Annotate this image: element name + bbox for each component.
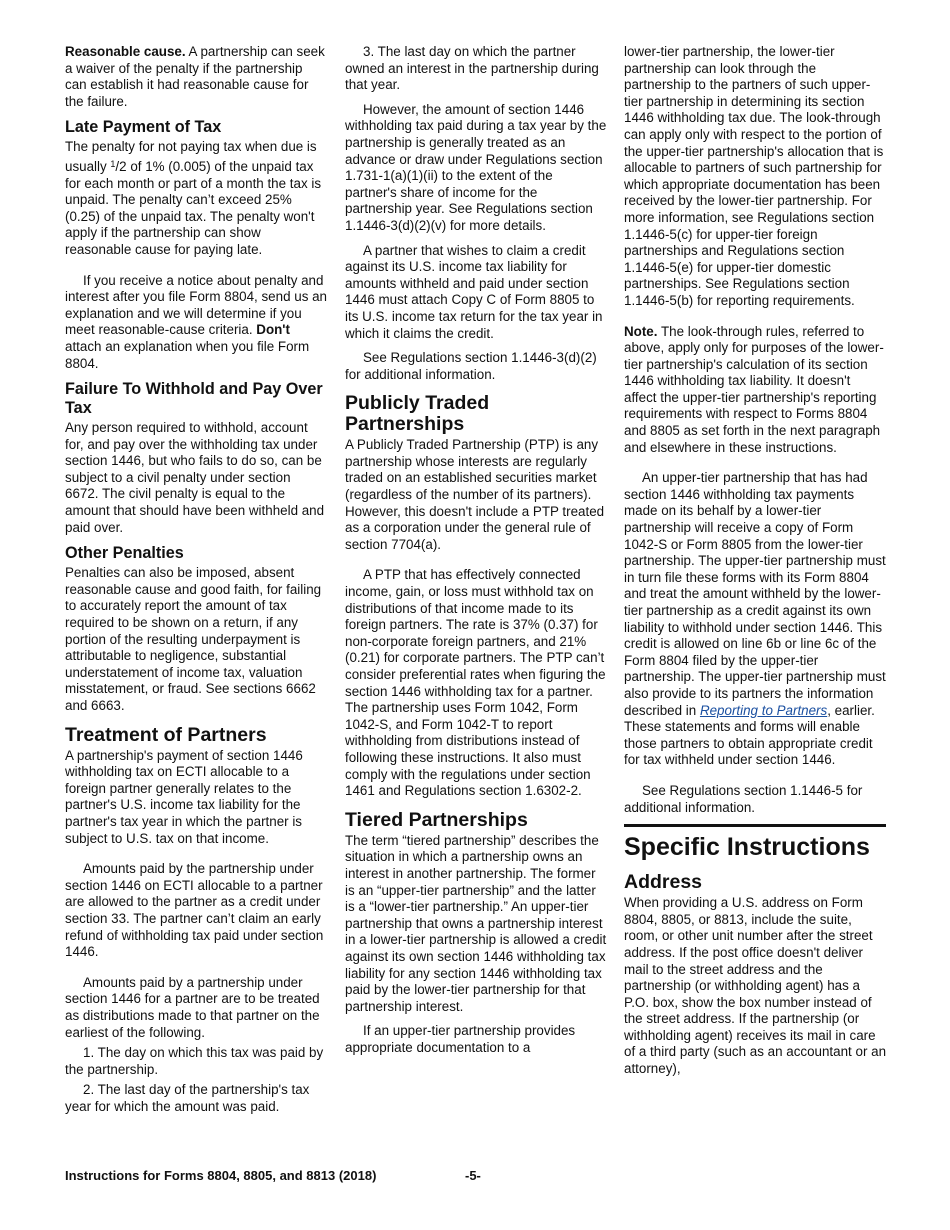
upper-tier-paragraph [624,470,886,769]
late-payment-heading: Late Payment of Tax [65,118,222,137]
list-item-3: 3. The last day on which the partner owned an interest in the partnership during that year. [345,44,599,93]
treatment-heading: Treatment of Partners [65,723,267,746]
treatment-paragraph-1: A partnership's payment of section 1446 withholding tax on ECTI allocable to a foreign partner generally relates to the partner's U.S. income tax liability for the partner's tax year in which the partner is subject to U.S. tax on that income. [65,747,303,846]
advance-paragraph: However, the amount of section 1446 withholding tax paid during a tax year by the partnership is generally treated as an advance or draw under Regulations section 1.731-1(a)(1)(ii) to the extent of the partner's share of income for the partnership year. See Regulations section 1.1446-3(d)(2)(v) for more details. [345,101,607,233]
list-item-2: 2. The last day of the partnership's tax year for which the amount was paid. [65,1082,310,1114]
late-payment-text-b: of 1% (0.005) of the unpaid tax for each month or part of a month the tax is unpaid. The penalty can’t exceed 25% (0.25) of the unpaid tax. The penalty won't apply if the partnership can show reasonable cause for paying late. [65,158,322,257]
look-through-paragraph: lower-tier partnership, the lower-tier partnership can look through the partnership to the partners of such upper-tier partnership in determining its section 1446 withholding tax due. The look-through can apply only with respect to the portion of the upper-tier partnership's allocation that is allocable to partners of such partnership for which appropriate documentation has been received by the lower-tier partnership. For more information, see Regulations section 1.1446-5(c) for upper-tier foreign partnerships and Regulations section 1.1446-5(e) for upper-tier domestic partnerships. See Regulations section 1.1446-5(b) for reporting requirements. [624,44,884,308]
note-text: The look-through rules, referred to above, apply only for purposes of the lower-tier partnership's calculation of its section 1446 withholding tax liability. It doesn't affect the upper-tier partnership's reporting requirements with respect to Forms 8804 and 8805 as set forth in the next paragraph and elsewhere in these instructions. [624,323,884,455]
list-item-1: 1. The day on which this tax was paid by the partnership. [65,1045,324,1077]
notice-text-b: attach an explanation when you file Form 8804. [65,338,310,371]
ptp-paragraph-2: A PTP that has effectively connected income, gain, or loss must withhold tax on distributions of that income made to its foreign partners. The rate is 37% (0.37) for non-corporate foreign partners, and 21% (0.21) for corporate partners. The PTP can’t consider preferential rates when figuring the section 1446 withholding tax for a partner. The partnership uses Form 1042, Form 1042-S, and Form 1042-T to report withholding from distributions instead of following these instructions. It also must comply with the regulations under section 1461 and Regulations section 1.6302-2. [345,567,606,799]
late-payment-paragraph-1 [65,139,327,258]
failure-paragraph: Any person required to withhold, account for, and pay over the withholding tax under section 1446, but who fails to do so, can be subject to a civil penalty under section 6672. The civil penalty is equal to the amount that should have been withheld and paid over. [65,420,325,535]
credit-paragraph: A partner that wishes to claim a credit against its U.S. income tax liability for amounts withheld and paid under section 1446 must attach Copy C of Form 8805 to its U.S. income tax return for the tax year in which it claims the credit. [345,242,603,341]
treatment-paragraph-3: Amounts paid by a partnership under section 1446 for a partner are to be treated as distributions made to that partner on the earliest of the following. [65,974,320,1040]
see-regulations-paragraph: See Regulations section 1.1446-3(d)(2) for additional information. [345,350,597,382]
notice-text-a: If you receive a notice about penalty and interest after you file Form 8804, send us an explanation and we will determine if you meet reasonable-cause criteria. [65,272,328,338]
ptp-paragraph-1: A Publicly Traded Partnership (PTP) is any partnership whose interests are regularly traded on an established securities market (regardless of the number of its partners). However, this doesn't include a PTP treated as a corporation under the general rule of section 7704(a). [345,437,605,552]
reasonable-cause-label: Reasonable cause. [65,44,186,59]
reporting-to-partners-link[interactable]: Reporting to Partners [699,702,828,718]
address-paragraph: When providing a U.S. address on Form 8804, 8805, or 8813, include the suite, room, or other unit number after the street address. If the post office doesn't deliver mail to the street address and the partnership (or withholding agent) has a P.O. box, show the box number instead of the street address. If the partnership (or withholding agent) receives its mail in care of a third party (such as an accountant or an attorney), [624,895,887,1077]
other-penalties-paragraph: Penalties can also be imposed, absent reasonable cause and good faith, for failing to accurately report the amount of tax required to be shown on a return, if any portion of the resulting underpayment is attributable to negligence, substantial understatement of income tax, valuation misstatement, or fraud. See sections 6662 and 6663. [65,565,322,713]
see-regulations-1446-5-paragraph: See Regulations section 1.1446-5 for additional information. [624,782,863,815]
upper-tier-text-b: , earlier. These statements and forms will enable those partners to obtain appropriate credit for tax withheld under section 1446. [624,702,875,768]
reasonable-cause-paragraph [65,44,327,110]
treatment-paragraph-2: Amounts paid by the partnership under section 1446 on ECTI allocable to a partner are allowed to the partner as a credit under section 33. The partner can’t claim an early refund of withholding tax paid under section 1446. [65,861,324,960]
address-heading: Address [624,871,703,894]
late-payment-paragraph-2 [65,273,327,373]
tiered-heading: Tiered Partnerships [345,808,528,831]
note-paragraph [624,324,886,457]
late-payment-text-a: The penalty for not paying tax when due is usually [65,139,317,174]
fraction-numerator: 1 [110,158,116,169]
page-footer [65,1168,885,1183]
dont-emphasis: Don't [256,322,290,338]
other-penalties-heading: Other Penalties [65,544,184,563]
specific-instructions-heading: Specific Instructions [624,824,886,861]
fraction-denominator: /2 [115,158,127,174]
upper-tier-text-a: An upper-tier partnership that has had section 1446 withholding tax payments made on its behalf by a lower-tier partnership will receive a copy of Form 1042-S or Form 8805 from the lower-tier partnership. The upper-tier partnership must in turn file these forms with its Form 8804 and treat the amount withheld by the lower-tier partnership as a credit against its own liability to withhold under section 1446. This credit is allowed on line 6b or line 6c of the Form 8804 filed by the upper-tier partnership. The upper-tier partnership must also provide to its partners the information described in [624,470,886,718]
note-label: Note. [624,323,658,339]
reasonable-cause-text: A partnership can seek a waiver of the penalty if the partnership can establish it had reasonable cause for the failure. [65,44,325,109]
column-2 [345,44,607,1064]
footer-title: Instructions for Forms 8804, 8805, and 8813 (2018) [65,1168,377,1183]
column-1 [65,44,327,1123]
page-number: -5- [465,1168,481,1183]
ptp-heading: Publicly Traded Partnerships [345,392,490,436]
tiered-paragraph-1: The term “tiered partnership” describes the situation in which a partnership owns an interest in another partnership. The former is an “upper-tier partnership” and the latter is a “lower-tier partnership.” An upper-tier partnership that owns a partnership interest in a lower-tier partnership is allowed a credit against its own section 1446 withholding tax liability for any section 1446 withholding tax paid by the lower-tier partnership for that partnership interest. [345,832,607,1014]
failure-heading: Failure To Withhold and Pay Over Tax [65,380,323,418]
column-3 [624,44,886,1086]
tiered-paragraph-2: If an upper-tier partnership provides appropriate documentation to a [345,1023,576,1055]
